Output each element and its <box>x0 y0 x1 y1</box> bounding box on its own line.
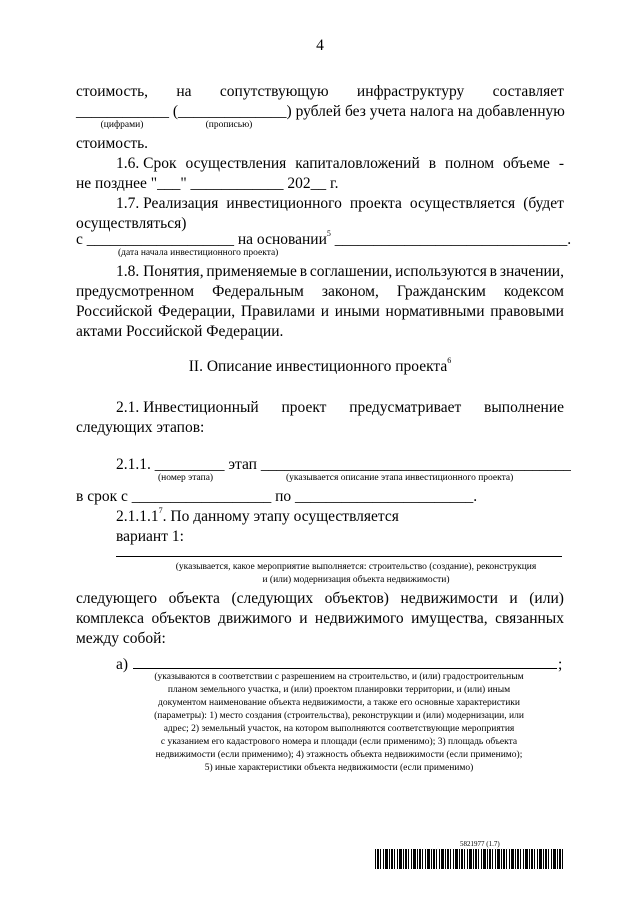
para-1-6-line-1: 1.6. Срок осуществления капиталовложений в полном объеме - <box>116 155 564 172</box>
barcode-icon <box>375 849 563 869</box>
para-1-8-line-1: 1.8. Понятия, применяемые в соглашении, используются в значении, <box>116 263 564 280</box>
sub-variant-1: (указывается, какое мероприятие выполняется: строительство (создание), реконструкция <box>175 562 537 572</box>
footnote-6: 6 <box>447 355 452 365</box>
para-1-7-line-2: осуществляться) <box>76 215 187 232</box>
section-2-title: II. Описание инвестиционного проекта$^6$ <box>188 355 452 375</box>
footnote-5: 5 <box>326 228 331 238</box>
para-1-8-line-4: актами Российской Федерации. <box>76 323 284 340</box>
para-2-1-line-1: 2.1. Инвестиционный проект предусматривает выполнение <box>116 399 564 416</box>
para-2-1-1-1-line-1: 2.1.1.1$^7$. По данному этапу осуществляется <box>116 505 399 525</box>
para-1-8-line-3: Российской Федерации, Правилами и иными нормативными правовыми <box>76 303 564 320</box>
para-1-7-line-1: 1.7. Реализация инвестиционного проекта осуществляется (будет <box>116 195 564 212</box>
objects-line-2: комплекса объектов движимого и недвижимого имущества, связанных <box>76 610 564 627</box>
item-a-end: ; <box>558 656 563 673</box>
item-a-note-8: 5) иные характеристики объекта недвижимости (если применимо) <box>204 763 474 773</box>
objects-line-1: следующего объекта (следующих объектов) недвижимости и (или) <box>76 590 564 607</box>
footnote-7: 7 <box>158 505 163 515</box>
cost-line-1: стоимость, на сопутствующую инфраструктуру составляет <box>76 83 564 100</box>
sub-digits: (цифрами) <box>100 120 144 130</box>
variant-underline <box>116 556 562 557</box>
item-a-note-6: с указанием его кадастрового номера и площади (если применимо); 3) площадь объекта <box>160 737 518 747</box>
sub-words: (прописью) <box>205 120 253 130</box>
item-a-note-7: недвижимости (если применимо); 4) этажность объекта недвижимости (если применимо); <box>155 750 523 760</box>
item-a-note-4: (параметры): 1) место создания (строительства), реконструкции и (или) модернизации, или <box>154 711 524 721</box>
item-a-note-5: адрес; 2) земельный участок, на котором выполняются соответствующие мероприятия <box>163 724 515 734</box>
cost-line-2: ____________ (______________) рублей без учета налога на добавленную <box>76 103 565 120</box>
para-1-6-line-2: не позднее "___" ____________ 202__ г. <box>76 175 339 192</box>
item-a-underline <box>133 668 557 669</box>
sub-start-date: (дата начала инвестиционного проекта) <box>118 248 279 258</box>
objects-line-3: между собой: <box>76 630 166 647</box>
sub-variant-2: и (или) модернизация объекта недвижимости) <box>262 575 450 585</box>
sub-stage-number: (номер этапа) <box>158 473 214 483</box>
item-a-label: а) <box>116 656 129 673</box>
para-1-8-line-2: предусмотренном Федеральным законом, Гражданским кодексом <box>76 283 564 300</box>
barcode-caption: 5821977 (1.7) <box>460 840 500 848</box>
item-a-note-3: документом наименование объекта недвижимости, а также его основные характеристики <box>158 698 520 708</box>
page-number: 4 <box>316 37 324 54</box>
item-a-note-1: (указываются в соответствии с разрешением на строительство, и (или) градостроительным <box>154 672 524 682</box>
para-2-1-1-line-1: 2.1.1. _________ этап ________________________________________ <box>116 456 571 473</box>
sub-stage-description: (указывается описание этапа инвестиционного проекта) <box>286 473 514 483</box>
para-1-7-line-3: с ___________________ на основании$^5$ ______________________________. <box>76 228 572 248</box>
para-2-1-1-line-2: в срок с __________________ по _______________________. <box>76 488 478 505</box>
cost-line-3: стоимость. <box>76 135 149 152</box>
item-a-note-2: планом земельного участка, и (или) проектом планировки территории, и (или) иным <box>167 685 511 695</box>
variant-label: вариант 1: <box>116 528 184 545</box>
para-2-1-line-2: следующих этапов: <box>76 419 205 436</box>
